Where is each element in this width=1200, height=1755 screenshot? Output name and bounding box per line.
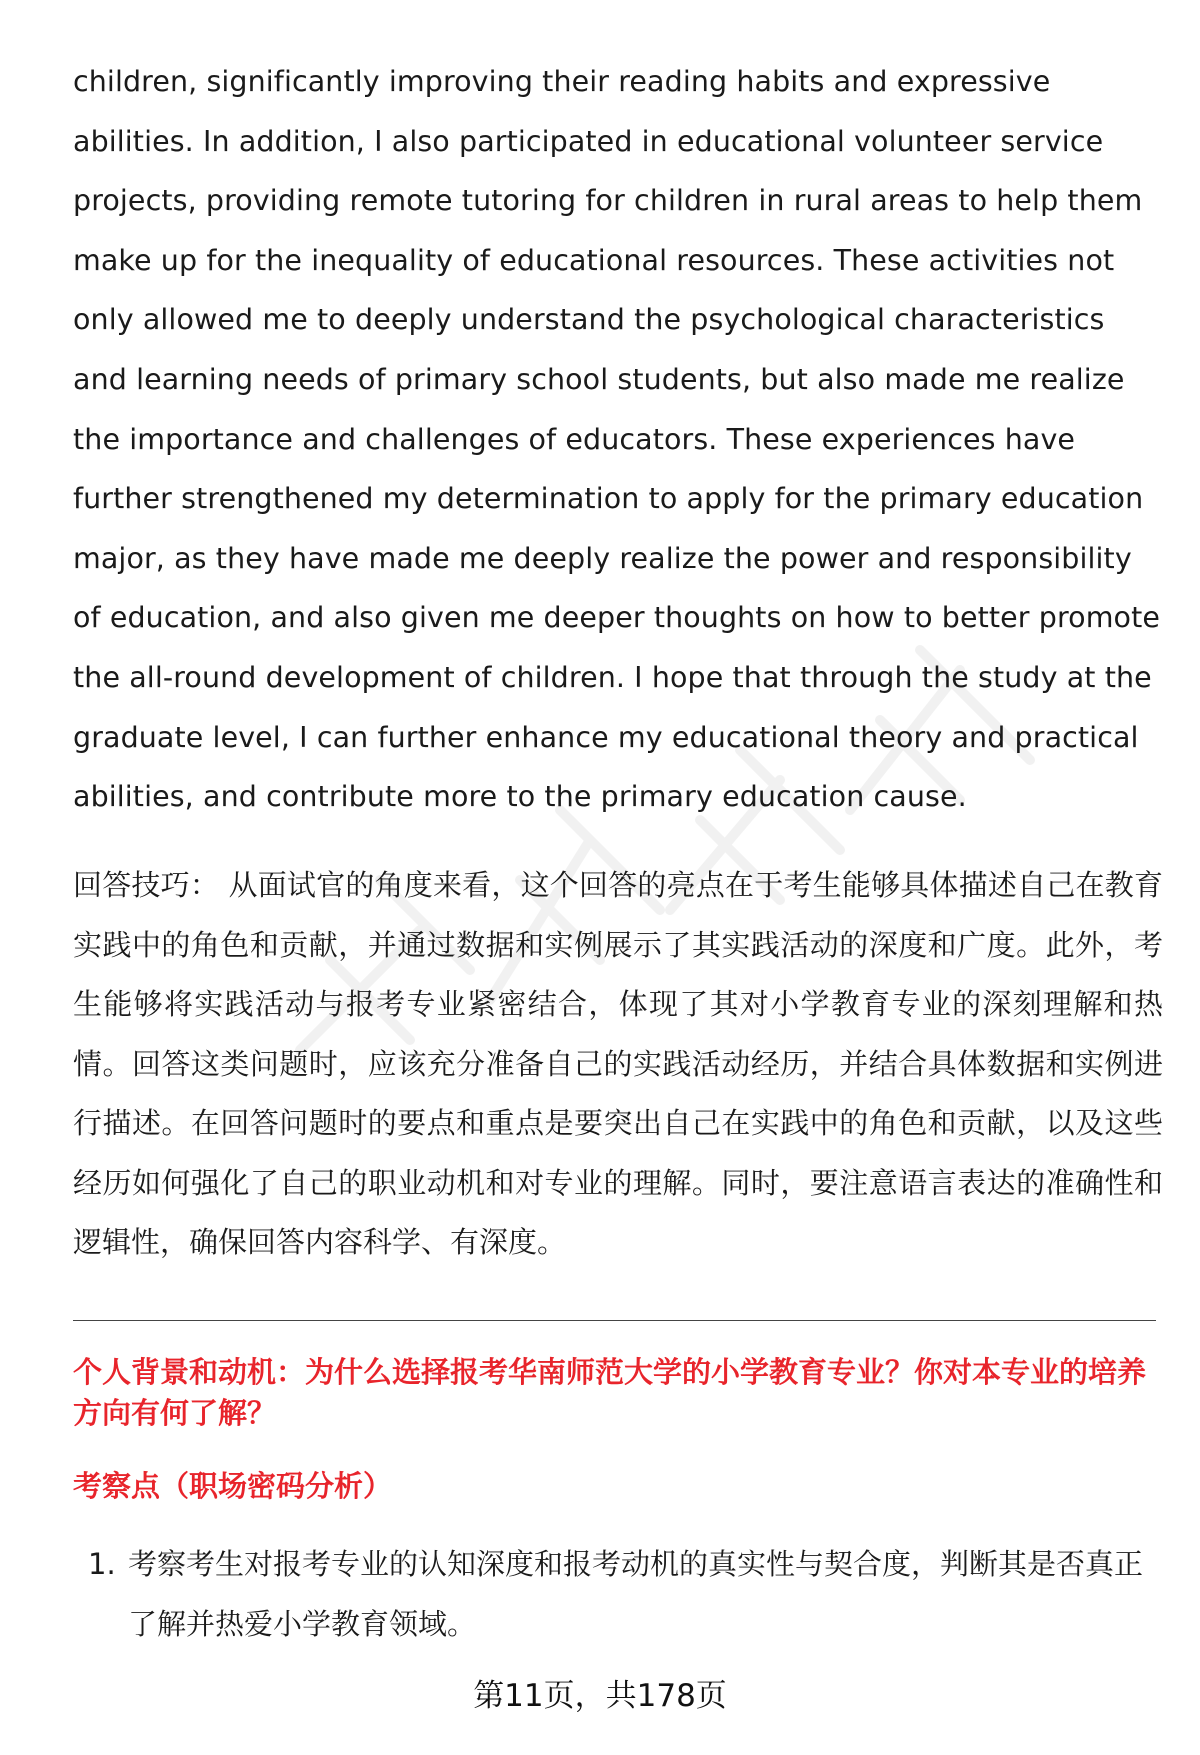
assessment-points-list bbox=[73, 1535, 1163, 1654]
assessment-points-heading: 考察点（职场密码分析） bbox=[73, 1469, 393, 1503]
list-item-text: 考察考生对报考专业的认知深度和报考动机的真实性与契合度，判断其是否真正了解并热爱小学教育领域。 bbox=[128, 1547, 1144, 1641]
list-item-number: 1. bbox=[88, 1547, 116, 1581]
question-heading: 个人背景和动机：为什么选择报考华南师范大学的小学教育专业？你对本专业的培养方向有何了解？ bbox=[73, 1355, 1147, 1430]
answer-tip-paragraph: 回答技巧： 从面试官的角度来看，这个回答的亮点在于考生能够具体描述自己在教育实践中的角色和贡献，并通过数据和实例展示了其实践活动的深度和广度。此外，考生能够将实践活动与报考专业紧密结合，体现了其对小学教育专业的深刻理解和热情。回答这类问题时，应该充分准备自己的实践活动经历，并结合具体数据和实例进行描述。在回答问题时的要点和重点是要突出自己在实践中的角色和贡献，以及这些经历如何强化了自己的职业动机和对专业的理解。同时，要注意语言表达的准确性和逻辑性，确保回答内容科学、有深度。 bbox=[73, 868, 1163, 1259]
page-number-footer: 第11页，共178页 bbox=[473, 1678, 727, 1714]
list-item bbox=[73, 1535, 1163, 1654]
section-divider bbox=[73, 1320, 1156, 1321]
english-paragraph: children, significantly improving their reading habits and expressive abilities. In addition, I also participated in educational volunteer service projects, providing remote tutoring for children in rural areas to help them make up for the inequality of educational resources. These activities not only allowed me to deeply understand the psychological characteristics and learning needs of primary school students, but also made me realize the importance and challenges of educators. These experiences have further strengthened my determination to apply for the primary education major, as they have made me deeply realize the power and responsibility of education, and also given me deeper thoughts on how to better promote the all-round development of children. I hope that through the study at the graduate level, I can further enhance my educational theory and practical abilities, and contribute more to the primary education cause. bbox=[73, 65, 1160, 814]
